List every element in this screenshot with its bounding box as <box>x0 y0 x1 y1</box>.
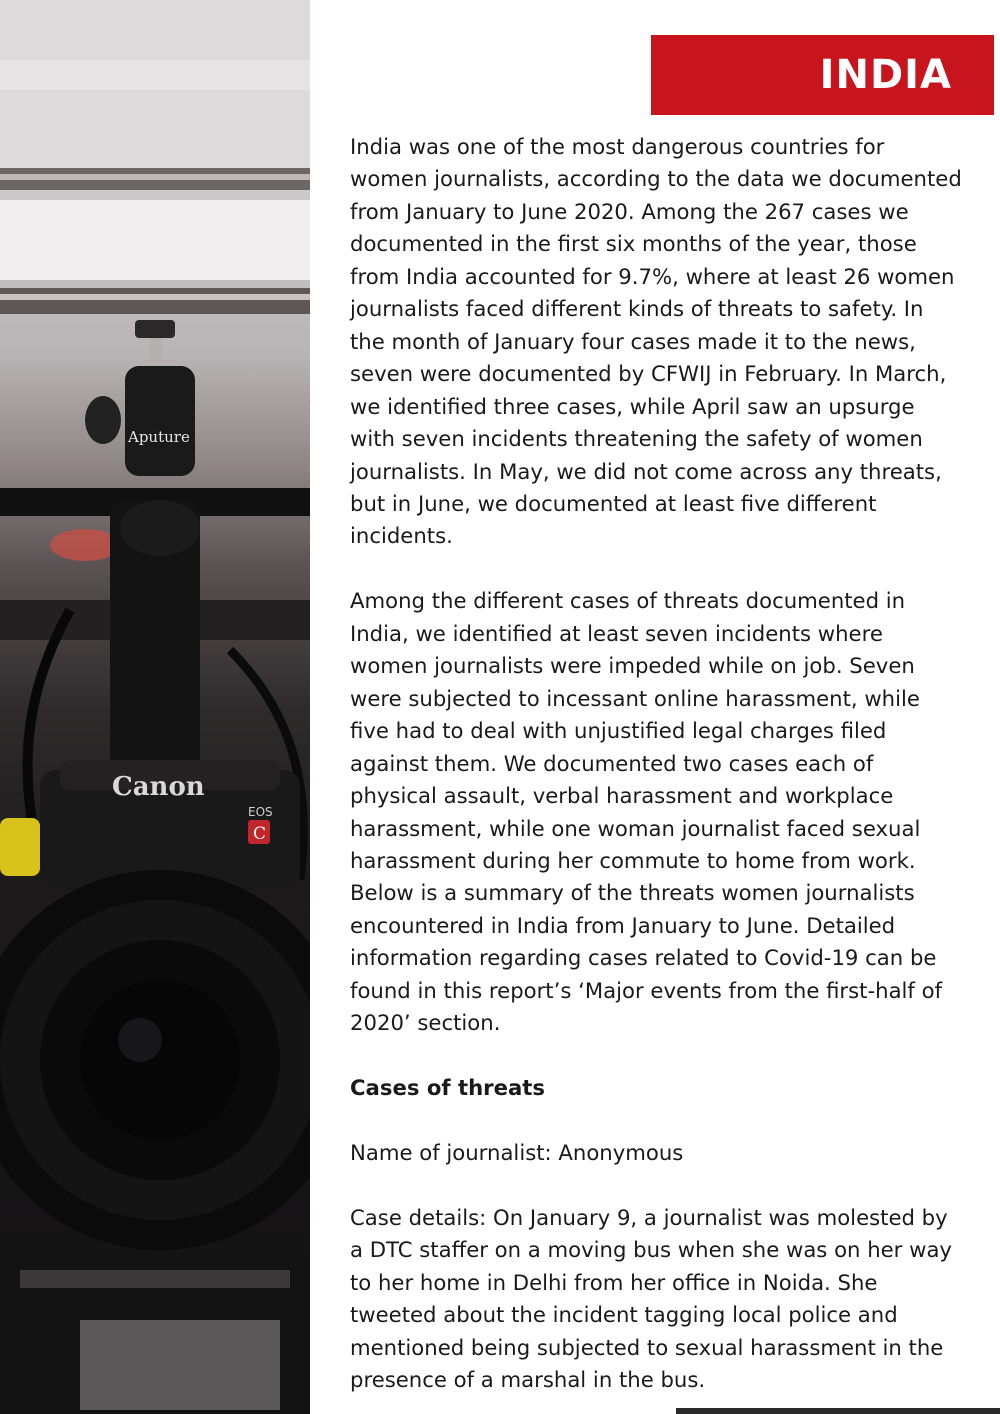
bottom-divider <box>676 1408 1000 1414</box>
journalist-name: Name of journalist: Anonymous <box>350 1140 684 1165</box>
camera-rig-illustration <box>0 0 310 1414</box>
eos-c-badge: C <box>253 824 267 844</box>
case-details: Case details: On January 9, a journalist was molested by a DTC staffer on a moving bus when she was on her way to her home in Delhi from her office in Noida. She tweeted about the incident tagging local police and mentioned being subjected to sexual harassment in the presence of a marshal in the bus. <box>350 1204 952 1393</box>
intro-paragraph: India was one of the most dangerous countries for women journalists, according to the data we documented from January to June 2020. Among the 267 cases we documented in the first six months of the year, those from India accounted for 9.7%, where at least 26 women journalists faced different kinds of threats to safety. In the month of January four cases made it to the news, seven were documented by CFWIJ in February. In March, we identified three cases, while April saw an upsurge with seven incidents threatening the safety of women journalists. In May, we did not come across any threats, but in June, we documented at least five different incidents. <box>350 134 962 549</box>
section-heading: Cases of threats <box>350 1075 546 1101</box>
eos-label: EOS <box>248 805 273 819</box>
canon-logo: Canon <box>112 772 205 802</box>
aputure-logo: Aputure <box>128 428 190 446</box>
country-title-banner <box>651 35 994 115</box>
page-title: INDIA <box>819 52 952 98</box>
report-body <box>350 131 962 1397</box>
camera-photo <box>0 0 310 1414</box>
threats-summary-paragraph: Among the different cases of threats documented in India, we identified at least seven incidents where women journalists were impeded while on job. Seven were subjected to incessant online harassment, while five had to deal with unjustified legal charges filed against them. We documented two cases each of physical assault, verbal harassment and workplace harassment, while one woman journalist faced sexual harassment during her commute to home from work. Below is a summary of the threats women journalists encountered in India from January to June. Detailed information regarding cases related to Covid-19 can be found in this report’s ‘Major events from the first-half of 2020’ section. <box>350 588 943 1036</box>
